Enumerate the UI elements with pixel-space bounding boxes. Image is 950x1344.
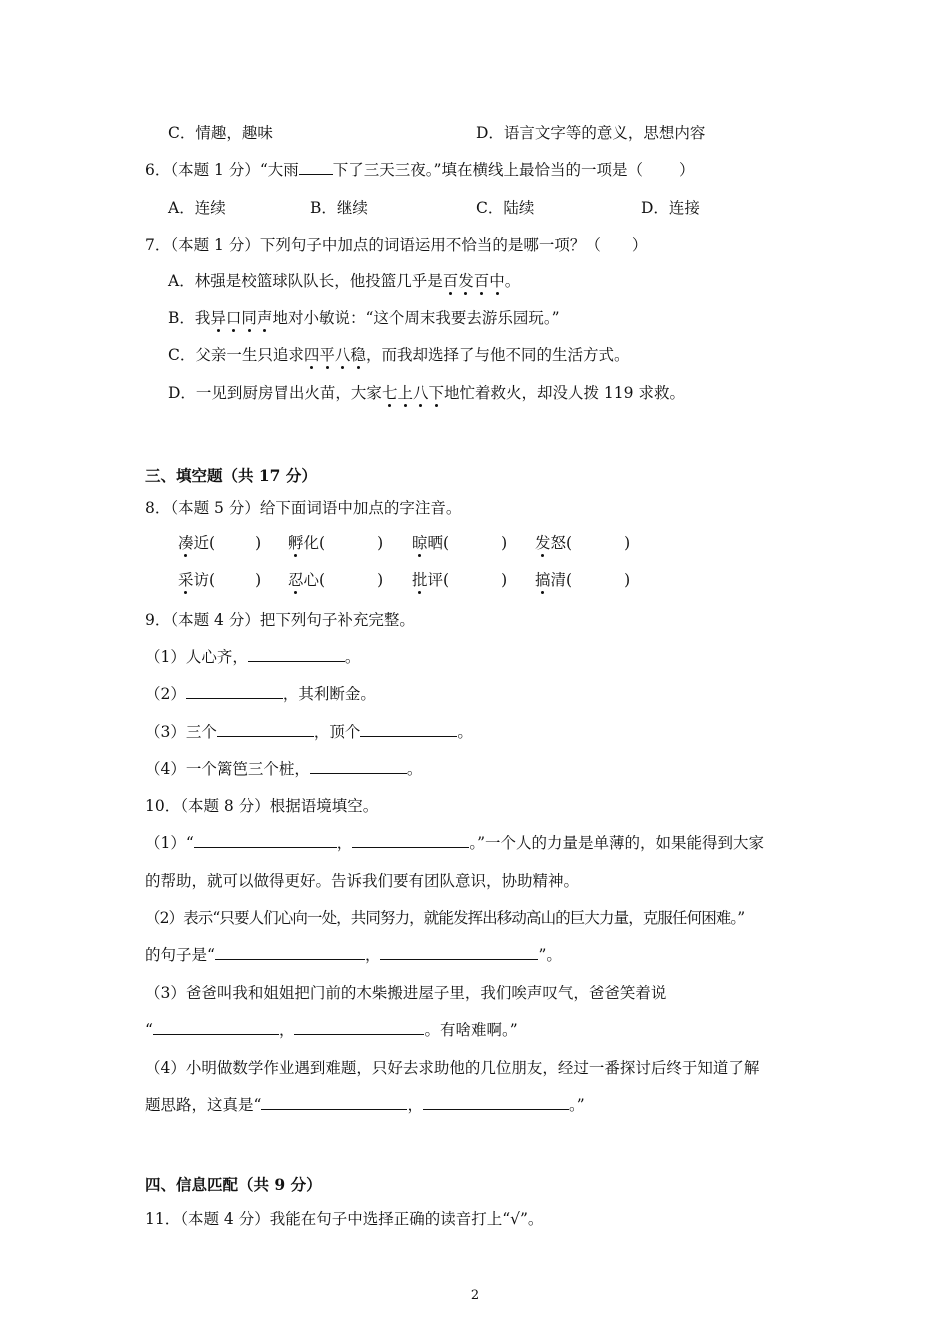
q10-blank[interactable] (261, 1094, 407, 1110)
q6-stem-part1: 6．（本题 1 分）“大雨 (145, 161, 299, 179)
q9-3-pre: （3）三个 (145, 723, 217, 741)
dotted-char: 晾 (412, 534, 428, 552)
q10-item-1-line2: 的帮助，就可以做得更好。告诉我们要有团队意识，协助精神。 (145, 872, 580, 890)
q10-2-mid: ， (364, 946, 381, 964)
q7-option-d (168, 382, 685, 404)
q10-item-4 (145, 1094, 585, 1116)
q8-word: 评( (427, 571, 450, 589)
q8-word: 怒( (550, 534, 573, 552)
q9-4-pre: （4）一个篱笆三个桩， (145, 760, 310, 778)
q10-2-post: ”。 (538, 946, 562, 964)
q10-4-mid: ， (407, 1096, 423, 1114)
dotted-char: 中 (489, 272, 505, 290)
dotted-char: 忍 (288, 571, 304, 589)
q10-3-pre: “ (145, 1021, 153, 1039)
q5-option-c: C．情趣，趣味 (168, 124, 273, 142)
dotted-char: 七 (381, 384, 398, 402)
q7-a-pre: A．林强是校篮球队队长，他投篮几乎是 (168, 272, 443, 290)
dotted-char: 批 (412, 571, 428, 589)
q6-option-c: C．陆续 (476, 199, 535, 217)
q9-3-post: 。 (457, 723, 473, 741)
q8-item (412, 569, 507, 591)
q8-close-paren: ) (624, 534, 631, 552)
q10-item-3-line1: （3）爸爸叫我和姐姐把门前的木柴搬进屋子里，我们唉声叹气，爸爸笑着说 (145, 984, 667, 1002)
q10-4-post: 。” (568, 1096, 585, 1114)
q8-item (535, 532, 630, 554)
q8-close-paren: ) (624, 571, 631, 589)
q10-4-pre: 题思路，这真是“ (145, 1096, 262, 1114)
dotted-char: 下 (428, 384, 444, 402)
q8-close-paren: ) (377, 534, 384, 552)
dotted-char: 八 (334, 346, 351, 364)
q10-item-3 (145, 1019, 518, 1041)
q7-c-post: ，而我却选择了与他不同的生活方式。 (365, 346, 630, 364)
section-4-title: 四、信息匹配（共 9 分） (145, 1175, 322, 1194)
q7-option-c (168, 344, 629, 366)
q8-word: 清( (550, 571, 573, 589)
q8-word: 访( (193, 571, 216, 589)
q9-blank[interactable] (217, 721, 314, 737)
q6-stem-part2: 下了三天三夜。”填在横线上最恰当的一项是（ (332, 161, 643, 179)
section-3-title: 三、填空题（共 17 分） (145, 466, 317, 485)
dotted-char: 百 (442, 272, 459, 290)
q6-stem-part3: ） (678, 161, 695, 179)
q7-b-post: 地对小敏说：“这个周末我要去游乐园玩。” (272, 309, 560, 327)
q10-item-1 (145, 832, 764, 854)
q10-1-pre: （1）“ (145, 834, 194, 852)
q8-item (178, 532, 261, 554)
dotted-char: 孵 (288, 534, 304, 552)
q9-3-mid: ，顶个 (313, 723, 361, 741)
dotted-char: 百 (473, 272, 490, 290)
q10-blank[interactable] (215, 944, 365, 960)
q5-option-d: D．语言文字等的意义，思想内容 (476, 124, 706, 142)
q6-option-d: D．连接 (641, 199, 700, 217)
q9-item-3 (145, 721, 473, 743)
q8-close-paren: ) (501, 534, 508, 552)
dotted-char: 凑 (178, 534, 194, 552)
dotted-char: 稳 (350, 346, 366, 364)
q6-option-b: B．继续 (310, 199, 368, 217)
q6-blank[interactable] (299, 159, 333, 175)
dotted-char: 异 (210, 309, 226, 327)
q10-blank[interactable] (352, 832, 469, 848)
q10-blank[interactable] (294, 1019, 424, 1035)
q10-item-4-line1: （4）小明做数学作业遇到难题，只好去求助他的几位朋友，经过一番探讨后终于知道了解 (145, 1059, 760, 1077)
q7-b-pre: B．我 (168, 309, 211, 327)
q8-item (288, 532, 383, 554)
q10-1-mid: ， (336, 834, 353, 852)
q8-item (288, 569, 383, 591)
q9-1-post: 。 (344, 648, 361, 666)
q7-stem: 7．（本题 1 分）下列句子中加点的词语运用不恰当的是哪一项？（ ） (145, 236, 648, 254)
q8-item (535, 569, 630, 591)
q9-item-1 (145, 646, 360, 668)
q7-option-a (168, 270, 520, 292)
q7-d-post: 地忙着救火，却没人拨 119 求救。 (444, 384, 685, 402)
dotted-char: 声 (256, 309, 273, 327)
q9-1-pre: （1）人心齐， (145, 648, 248, 666)
dotted-char: 口 (225, 309, 242, 327)
q10-3-mid: ， (278, 1021, 295, 1039)
q10-item-2 (145, 944, 562, 966)
q9-4-post: 。 (406, 760, 423, 778)
dotted-char: 八 (412, 384, 429, 402)
q7-d-pre: D．一见到厨房冒出火苗，大家 (168, 384, 382, 402)
q10-1-post: 。”一个人的力量是单薄的，如果能得到大家 (469, 834, 764, 852)
q7-option-b (168, 307, 560, 329)
q8-close-paren: ) (255, 534, 262, 552)
q10-item-2-line1: （2）表示“只要人们心向一处，共同努力，就能发挥出移动高山的巨大力量，克服任何困难。” (145, 909, 745, 927)
q8-word: 化( (303, 534, 326, 552)
page-number: 2 (470, 1288, 480, 1303)
dotted-char: 平 (319, 346, 335, 364)
q10-blank[interactable] (423, 1094, 569, 1110)
q9-blank[interactable] (186, 683, 283, 699)
dotted-char: 搞 (535, 571, 551, 589)
dotted-char: 发 (535, 534, 551, 552)
q6-option-a: A．连续 (168, 199, 226, 217)
q9-item-4 (145, 758, 422, 780)
q8-close-paren: ) (255, 571, 262, 589)
q7-a-post: 。 (504, 272, 521, 290)
q11-stem: 11．（本题 4 分）我能在句子中选择正确的读音打上“√”。 (145, 1210, 544, 1228)
dotted-char: 四 (303, 346, 320, 364)
q10-blank[interactable] (153, 1019, 279, 1035)
q9-2-post: ，其利断金。 (282, 685, 376, 703)
q6-stem (145, 159, 694, 181)
q8-item (178, 569, 261, 591)
q9-stem: 9．（本题 4 分）把下列句子补充完整。 (145, 611, 415, 629)
q10-blank[interactable] (380, 944, 538, 960)
dotted-char: 上 (397, 384, 413, 402)
dotted-char: 发 (458, 272, 474, 290)
q10-blank[interactable] (194, 832, 337, 848)
q7-c-pre: C．父亲一生只追求 (168, 346, 304, 364)
q8-word: 心( (303, 571, 326, 589)
q8-close-paren: ) (377, 571, 384, 589)
q8-stem: 8．（本题 5 分）给下面词语中加点的字注音。 (145, 499, 462, 517)
q10-stem: 10．（本题 8 分）根据语境填空。 (145, 797, 379, 815)
dotted-char: 同 (241, 309, 257, 327)
q9-item-2 (145, 683, 376, 705)
q9-blank[interactable] (310, 758, 407, 774)
q9-blank[interactable] (248, 646, 345, 662)
q9-2-pre: （2） (145, 685, 186, 703)
dotted-char: 采 (178, 571, 194, 589)
q10-2-pre: 的句子是“ (145, 946, 215, 964)
q8-item (412, 532, 507, 554)
q8-word: 近( (193, 534, 216, 552)
q8-word: 晒( (427, 534, 450, 552)
q8-close-paren: ) (501, 571, 508, 589)
q9-blank[interactable] (360, 721, 457, 737)
q10-3-post: 。有啥难啊。” (424, 1021, 518, 1039)
